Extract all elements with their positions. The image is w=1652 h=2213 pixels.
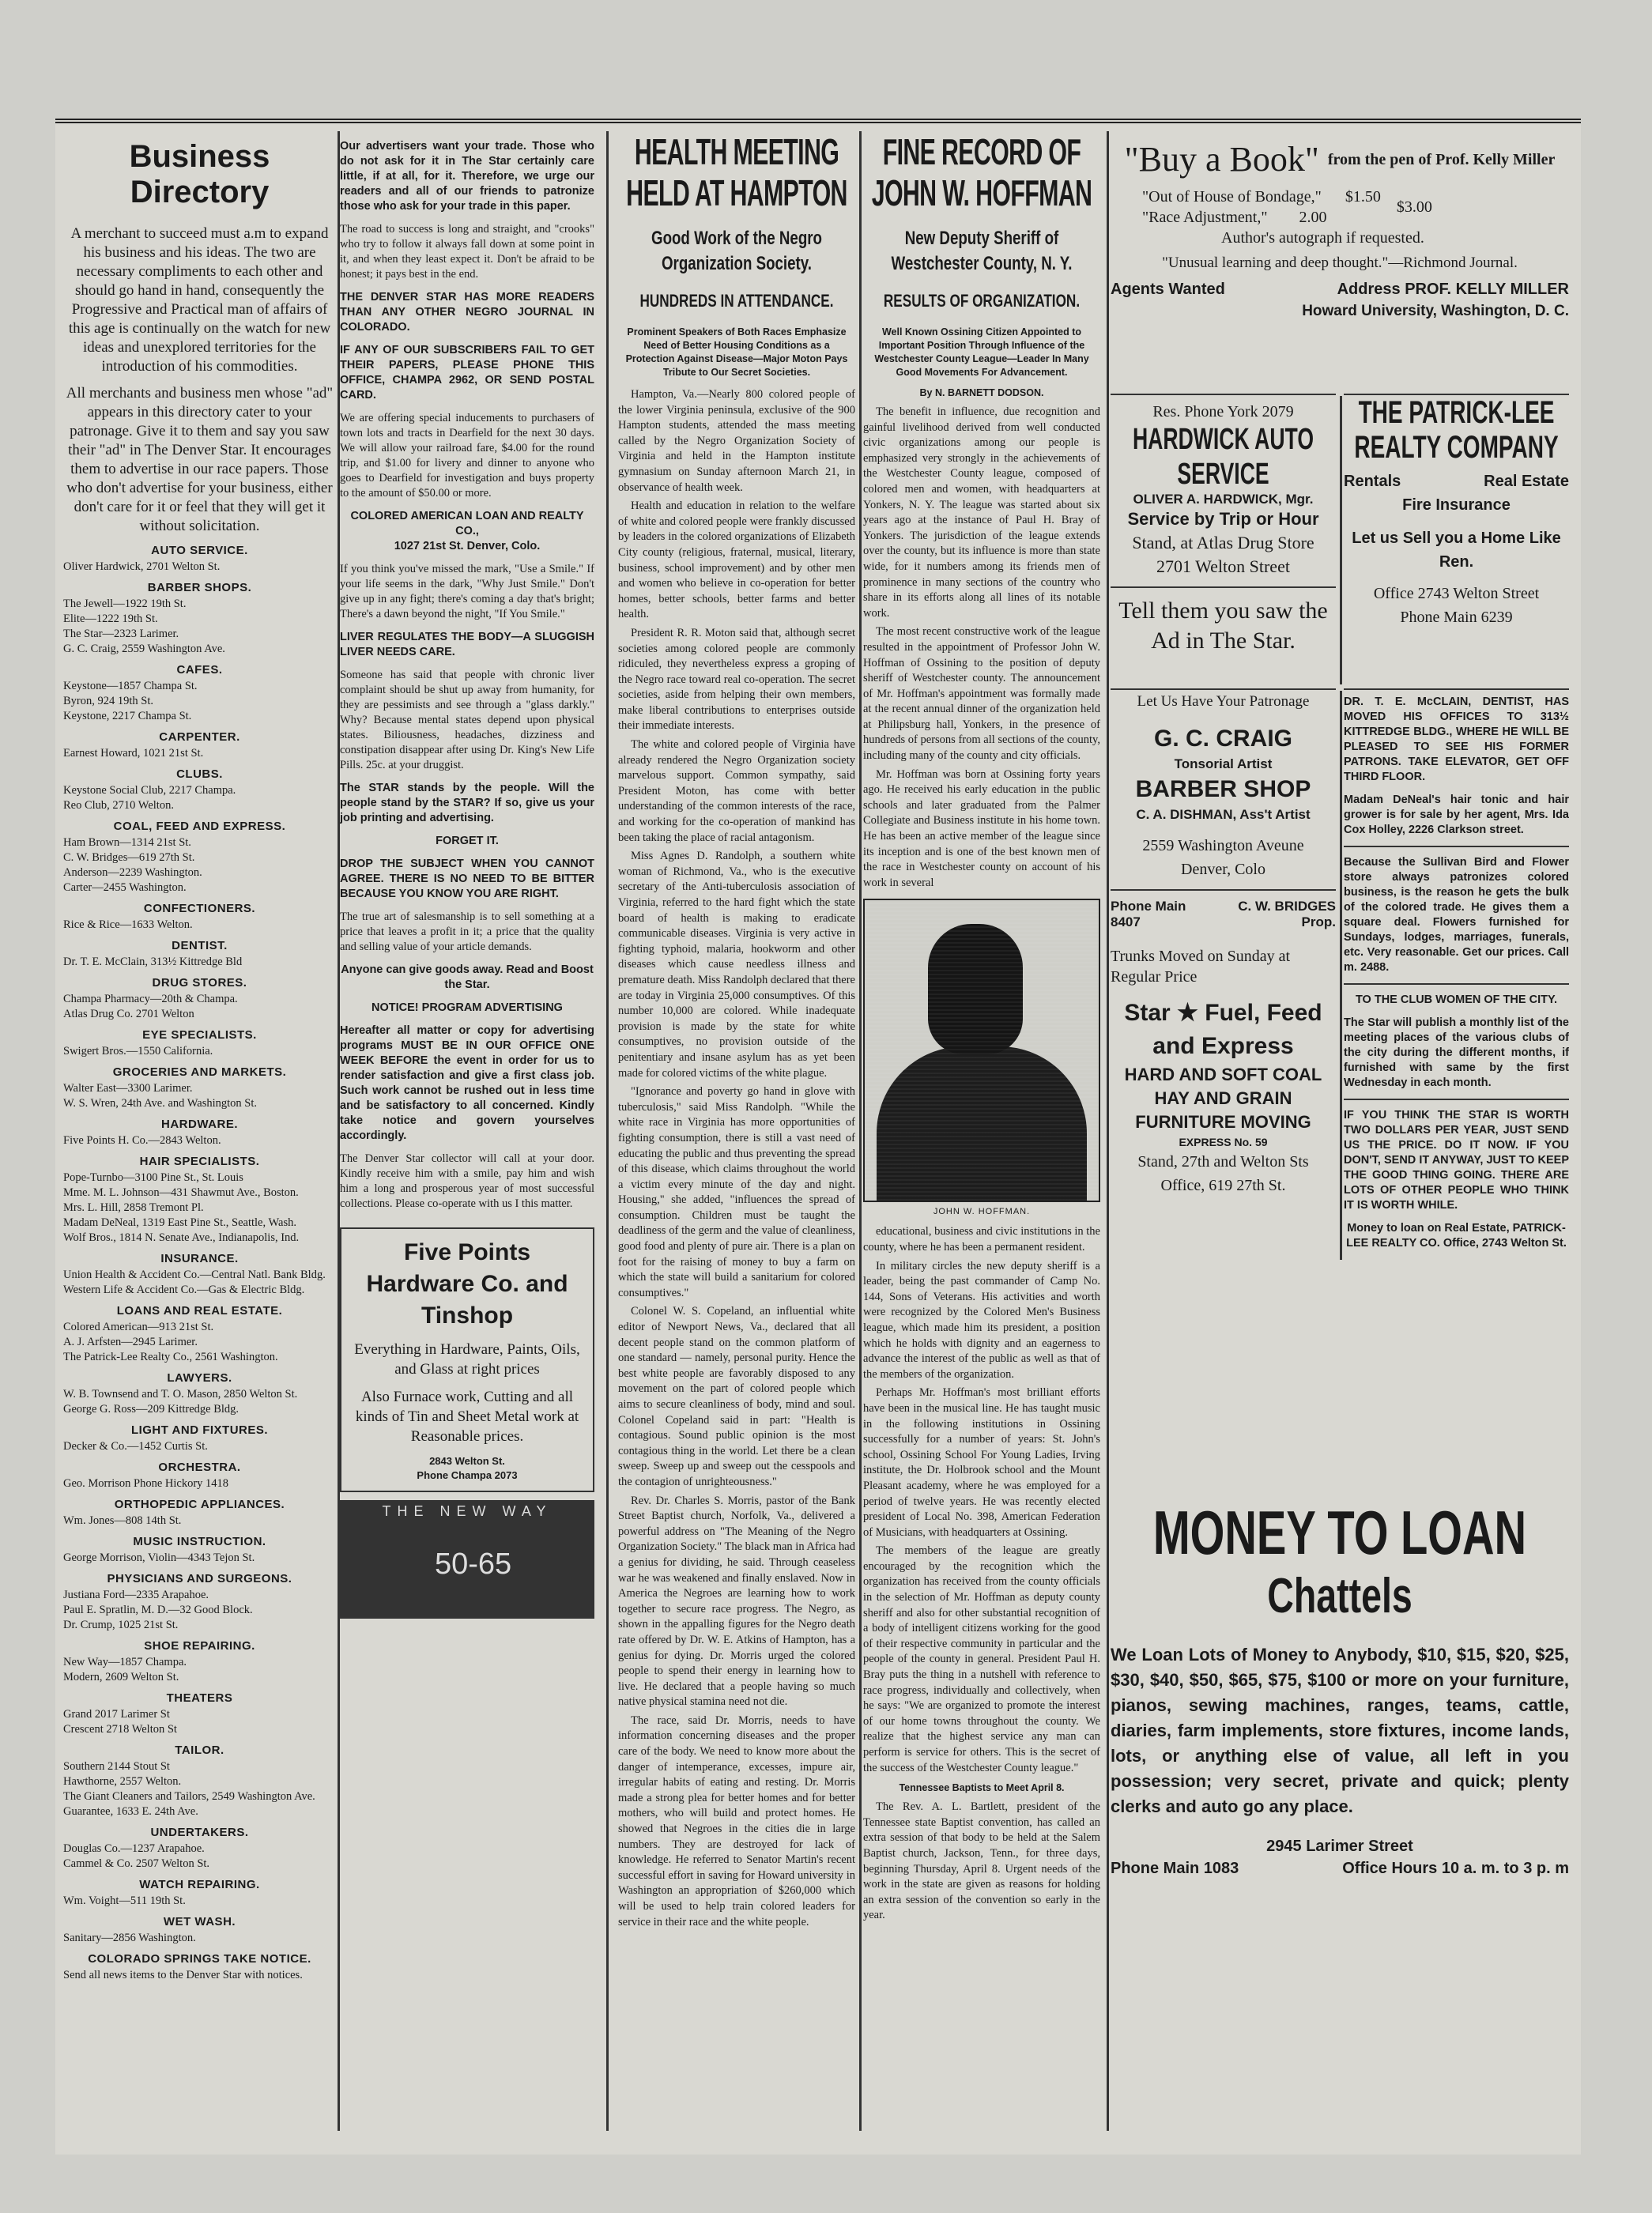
business-directory [63,131,336,2155]
right-notices [1344,688,1569,1259]
patrick-lee-sell: Let us Sell you a Home Like Ren. [1352,530,1561,571]
craig-assistant: C. A. DISHMAN, Ass't Artist [1136,807,1311,822]
book-agents: Agents Wanted [1111,281,1225,298]
hoffman-paragraph: educational, business and civic institutions in the county, where he has been a permanent resident. [863,1225,1100,1254]
directory-category: ORCHESTRA. [158,1461,241,1474]
book-ad-title-text: "Buy a Book" [1124,140,1319,179]
health-deck: Prominent Speakers of Both Races Emphasize Need of Better Housing Conditions as a Protection Against Disease—Major Moton Pays Tribute to Our Secret Societies. [625,326,848,378]
book-item-1 [1142,187,1381,207]
directory-listing: Cammel & Co. 2507 Welton St. [63,1857,210,1870]
hardware-ad-desc-2: Also Furnace work, Cutting and all kinds of Tin and Sheet Metal work at Reasonable prices. [355,1389,579,1445]
directory-category: LAWYERS. [167,1371,232,1385]
baptist-headline: Tennessee Baptists to Meet April 8. [899,1782,1065,1794]
directory-listing: Oliver Hardwick, 2701 Welton St. [63,560,221,573]
patrick-lee-rentals: Rentals [1344,473,1401,490]
directory-category: BARBER SHOPS. [147,581,252,594]
directory-listing: Grand 2017 Larimer St [63,1708,170,1721]
hoffman-headline: FINE RECORD OF JOHN W. HOFFMAN [871,131,1092,213]
directory-listing: The Jewell—1922 19th St. [63,598,187,610]
business-directory-title: Business Directory [129,139,270,209]
directory-category: TAILOR. [175,1744,224,1757]
directory-category: LOANS AND REAL ESTATE. [116,1304,283,1318]
health-paragraph: Hampton, Va.—Nearly 800 colored people of the lower Virginia peninsula, exclusive of the 900 Hampton students, attended the mass meeting called by the Negro Organization Society of Virginia and held in the Hampton institute gymnasium on Sunday afternoon March 21, in observance of health week. [618,388,855,494]
health-subhead: Good Work of the Negro Organization Society. [651,228,822,274]
directory-listing: Earnest Howard, 1021 21st St. [63,747,204,760]
bridges-stand: Stand, 27th and Welton Sts [1137,1153,1309,1171]
patrick-lee-name: THE PATRICK-LEE REALTY COMPANY [1354,395,1559,465]
notice: DROP THE SUBJECT WHEN YOU CANNOT AGREE. THERE IS NO NEED TO BE BITTER BECAUSE YOU KNOW YOU ARE RIGHT. [340,858,594,900]
deneal-notice: Madam DeNeal's hair tonic and hair grower is for sale by her agent, Mrs. Ida Cox Holley, 2226 Clarkson street. [1344,794,1569,836]
directory-listing: The Star—2323 Larimer. [63,628,179,640]
bridges-name: C. W. BRIDGES [1238,899,1336,914]
directory-listing: W. S. Wren, 24th Ave. and Washington St. [63,1097,258,1110]
directory-listing: Rice & Rice—1633 Welton. [63,918,193,931]
hoffman-paragraph: In military circles the new deputy sheriff is a leader, being the past commander of Camp No. 144, Sons of Veterans. His activities and worth were recognized by the Colored Men's Business league, which made him its president, a position which he holds with dignity and an eagerness to advance the interest of the public as well as that of the members of the organization. [863,1259,1100,1381]
hoffman-paragraph: The most recent constructive work of the league resulted in the appointment of Professor John W. Hoffman of Ossining to the position of deputy sheriff of Westchester county. The announcement of Mr. Hoffman's appointment was formally made at the recent annual dinner of the organization held at Philipsburg hall, Yonkers, in the presence of hundreds of persons from all sections of the county, including many of the county and city officials. [863,625,1100,763]
notice-heading: FORGET IT. [436,835,499,847]
directory-category: MUSIC INSTRUCTION. [133,1535,266,1548]
directory-listing: Ham Brown—1314 21st St. [63,836,191,849]
directory-listing: Send all news items to the Denver Star with notices. [63,1969,303,1981]
health-article [618,131,855,2155]
directory-listing: Guarantee, 1633 E. 24th Ave. [63,1805,198,1818]
notice: Anyone can give goods away. Read and Boost the Star. [341,963,594,991]
new-way-ad [340,1500,594,1619]
book-address: Address PROF. KELLY MILLER [1337,281,1569,298]
directory-category: ORTHOPEDIC APPLIANCES. [114,1498,285,1511]
bridges-star: Star ★ Fuel, Feed and Express [1124,1000,1322,1059]
book-university: Howard University, Washington, D. C. [1302,303,1569,319]
directory-category: LIGHT AND FIXTURES. [130,1423,269,1437]
craig-city: Denver, Colo [1181,861,1265,878]
directory-listing: Carter—2455 Washington. [63,881,187,894]
health-subhead-2: HUNDREDS IN ATTENDANCE. [639,291,834,311]
book-autograph: Author's autograph if requested. [1221,229,1424,247]
health-paragraph: The race, said Dr. Morris, needs to have information concerning diseases and the proper care of the body. We need to know more about the danger of intemperance, excesses, impure air, irregular habits of eating and resting. Dr. Morris made a strong plea for better homes and for better mothers, who will build and protect homes. He showed that Negroes in the cities die in large numbers. They are destroyed for lack of knowledge. He referred to Senator Martin's recent successful effort in saving for Howard university in Washington an appropriation of $260,000 which will be used to help train colored leaders for service in their race and the white people. [618,1713,855,1928]
directory-listing: Keystone, 2217 Champa St. [63,710,192,722]
directory-category: UNDERTAKERS. [150,1826,249,1839]
directory-listing: New Way—1857 Champa. [63,1656,187,1668]
directory-listing: Douglas Co.—1237 Arapahoe. [63,1842,205,1855]
notice-heading: NOTICE! PROGRAM ADVERTISING [372,1001,563,1014]
directory-listing: Madam DeNeal, 1319 East Pine St., Seattle, Wash. [63,1216,296,1229]
hoffman-byline: By N. BARNETT DODSON. [919,387,1044,398]
craig-shop: BARBER SHOP [1135,776,1311,802]
bridges-office: Office, 619 27th St. [1160,1177,1286,1194]
money-phone: Phone Main 1083 [1111,1860,1239,1877]
club-notice: The Star will publish a monthly list of the meeting places of the various clubs of the city during the different months, if furnished with same by the first Wednesday in each month. [1344,1016,1569,1089]
bridges-trunks: Trunks Moved on Sunday at Regular Price [1111,948,1291,986]
directory-listing: Pope-Turnbo—3100 Pine St., St. Louis [63,1171,243,1184]
craig-bridges-ads [1111,688,1336,1338]
hardware-ad-phone: Phone Champa 2073 [417,1469,518,1481]
book-item-2-title: "Race Adjustment," [1142,209,1268,226]
craig-address: 2559 Washington Aveune [1142,837,1304,854]
notice: The STAR stands by the people. Will the people stand by the STAR? If so, give us your job printing and advertising. [340,782,594,824]
notice: Our advertisers want your trade. Those who do not ask for it in The Star certainly care little, if at all, for it. Therefore, we urge our readers and all of our friends to patronize those who ask for your trade in this paper. [340,140,594,213]
book-item-1-title: "Out of House of Bondage," [1142,188,1322,205]
hardware-ad-title: Five Points Hardware Co. and Tinshop [366,1239,568,1329]
divider [1344,983,1569,985]
health-headline: HEALTH MEETING HELD AT HAMPTON [626,131,847,213]
directory-category: DENTIST. [172,939,228,952]
money-title: MONEY TO LOAN [1152,1499,1527,1567]
book-total: $3.00 [1396,198,1432,216]
hoffman-article [863,131,1100,2155]
directory-listing: George G. Ross—209 Kittredge Bldg. [63,1403,240,1416]
directory-category: GROCERIES AND MARKETS. [112,1065,287,1079]
directory-listing: C. W. Bridges—619 27th St. [63,851,195,864]
health-paragraph: The white and colored people of Virginia have already rendered the Negro Organization society marvelous support. Common sympathy, said President Moton, has come with better understanding of the common interests of the race, and working for the co-operation of mankind has been taking the place of racial antagonism. [618,738,855,844]
notice-heading: LIVER REGULATES THE BODY—A SLUGGISH LIVER NEEDS CARE. [340,631,594,658]
directory-listing: Crescent 2718 Welton St [63,1723,177,1736]
divider [1111,889,1336,891]
notice: Someone has said that people with chronic liver complaint should be shut up away from humanity, for they are pessimists and see through a "glass darkly." Why? Because mental states depend upon physical states. Biliousness, headaches, dizziness and constipation disappear after using Dr. King's New Life Pills. 25c. at your druggist. [340,669,594,771]
book-item-2-price: 2.00 [1299,209,1327,226]
notice: We are offering special inducements to purchasers of town lots and tracts in Dearfield for the next 30 days. We will allow your railroad fare, $4.00 for the round trip, and $1.00 for livery and dinner to anyone who goes to Dearfield for investigation and buys property to the amount of $50.00 or more. [340,412,594,500]
directory-intro-2: All merchants and business men whose "ad" appears in this directory cater to your patronage. Give it to them and say you saw their "ad" in The Denver Star. It encourages them to advertise in our race papers. Those who don't advertise for your business, either don't care for it or feel that they will get it without solicitation. [66,385,334,534]
directory-listing: Anderson—2239 Washington. [63,866,202,879]
directory-category: CONFECTIONERS. [143,902,256,915]
directory-listing: Swigert Bros.—1550 California. [63,1045,213,1057]
column-rule [1340,396,1342,684]
directory-category: WET WASH. [163,1915,236,1928]
hardwick-stand: Stand, at Atlas Drug Store [1132,533,1314,552]
directory-listing: Dr. Crump, 1025 21st St. [63,1619,179,1631]
directory-listing: Byron, 924 19th St. [63,695,153,707]
directory-category: COAL, FEED AND EXPRESS. [113,820,286,833]
directory-listing: Decker & Co.—1452 Curtis St. [63,1440,208,1453]
money-body: We Loan Lots of Money to Anybody, $10, $15, $20, $25, $30, $40, $50, $65, $75, $100 or more on your furniture, pianos, sewing machines, ranges, teams, cattle, diaries, farm implements, store fixtures, income lands, lots, or anything else of value, all left in you possession; very secret, private and quick; plenty clerks and auto go any place. [1111,1645,1569,1816]
dentist-notice: DR. T. E. McCLAIN, DENTIST, HAS MOVED HIS OFFICES TO 313½ KITTREDGE BLDG., WHERE HE WILL BE PLEASED TO SEE HIS FORMER PATRONS. TAKE ELEVATOR, GET OFF THIRD FLOOR. [1344,696,1569,783]
hoffman-portrait [863,899,1100,1202]
directory-listing: Union Health & Accident Co.—Central Natl. Bank Bldg. [63,1269,326,1281]
directory-category: DRUG STORES. [152,976,247,990]
directory-category: HARDWARE. [161,1118,238,1131]
divider [1344,846,1569,847]
health-paragraph: Miss Agnes D. Randolph, a southern white woman of Richmond, Va., who is the executive secretary of the Anti-tuberculosis association of Virginia, referred to the hard fight which the state board of health is making to eradicate communicable diseases. Virginia is very active in fighting typhoid, malaria, hookworm and other diseases which cause needless illness and premature death. Miss Randolph declared that there are today in Virginia 25,000 consumptives. Of this number 10,000 are colored. While inadequate provision is made by the state for white consumptives, no provision outside of the penitentiary and insane asylum has as yet been made for colored victims of the white plague. [618,850,855,1080]
book-ad [1111,131,1569,400]
column-rule [1107,131,1109,2131]
money-street: 2945 Larimer Street [1266,1838,1413,1855]
money-chattels: Chattels [1267,1569,1412,1623]
money-footer [1111,1857,1569,1879]
directory-listing: Sanitary—2856 Washington. [63,1932,196,1944]
directory-listing: Modern, 2609 Welton St. [63,1671,179,1683]
patrick-lee-real-estate: Real Estate [1484,473,1569,490]
book-item-1-price: $1.50 [1345,188,1381,205]
divider [1344,1099,1569,1100]
new-way-label: THE NEW WAY [382,1503,553,1519]
hardware-ad-desc: Everything in Hardware, Paints, Oils, and Glass at right prices [354,1341,580,1378]
directory-listing: Keystone—1857 Champa St. [63,680,198,692]
patrick-lee-fire: Fire Insurance [1402,496,1511,514]
directory-listing: W. B. Townsend and T. O. Mason, 2850 Welton St. [63,1388,298,1401]
directory-listing: Mme. M. L. Johnson—431 Shawmut Ave., Boston. [63,1186,299,1199]
notice: The Denver Star collector will call at your door. Kindly receive him with a smile, pay him and wish him a long and prosperous year of most successful collections. Please co-operate with us I this matter. [340,1152,594,1210]
directory-listing: Atlas Drug Co. 2701 Welton [63,1008,194,1020]
club-notice-heading: TO THE CLUB WOMEN OF THE CITY. [1355,993,1558,1006]
directory-listing: Dr. T. E. McClain, 313½ Kittredge Bld [63,956,243,968]
hoffman-body [863,405,1100,891]
bridges-prop: Prop. [1301,914,1336,929]
book-items-list [1111,187,1381,228]
notices-column [340,131,594,2155]
divider [1111,586,1336,588]
book-items [1111,187,1569,228]
notice-signature: COLORED AMERICAN LOAN AND REALTY CO., [350,510,584,537]
directory-category: THEATERS [166,1691,233,1705]
bridges-coal: HARD AND SOFT COAL [1124,1065,1322,1084]
directory-listing: The Patrick-Lee Realty Co., 2561 Washington. [63,1351,278,1363]
patrick-lee-ad [1344,394,1569,688]
portrait-texture [865,900,1099,1201]
directory-listing: The Giant Cleaners and Tailors, 2549 Washington Ave. [63,1790,315,1803]
hoffman-subhead: New Deputy Sheriff of Westchester County, N. Y. [891,228,1073,274]
book-item-2 [1142,207,1381,228]
health-paragraph: "Ignorance and poverty go hand in glove with tuberculosis," said Miss Randolph. "While the white race in Virginia has more opportunities of fighting consumption, there is still a vast need of educating the public and thus preventing the spread of this disease, which claims throughout the world a victim every minute of the day and night. Housing," she added, "influences the spread of consumption. Children must be taught the deadliness of the germ and the value of cleanliness, good food and plenty of pure air. There is a plan on foot for the raising of money to buy a farm on which the state will build a sanitarium for colored consumptives." [618,1085,855,1299]
hardwick-address: 2701 Welton Street [1156,556,1290,576]
directory-listing: Justiana Ford—2335 Arapahoe. [63,1589,209,1601]
hardwick-name: HARDWICK AUTO SERVICE [1132,423,1314,491]
sullivan-notice: Because the Sullivan Bird and Flower store always patronizes colored business, is the reason he gets the bulk of the colored trade. He gives them a square deal. Flowers furnished for Sundays, lodges, marriages, funerals, etc. Very reasonable. Get our prices. Call m. 2488. [1344,856,1569,974]
hoffman-deck: Well Known Ossining Citizen Appointed to Important Position Through Influence of the Westchester County League—Leader In Many Good Movements For Advancement. [874,326,1089,378]
health-paragraph: Colonel W. S. Copeland, an influential white editor of Newport News, Va., declared that all decent people stand on the common platform of one standard — namely, personal purity. Hence the best white people are favorably disposed to any movement on the part of colored people which aims to secure cleanliness of body, mind and soul. Colonel Copeland said in part: "Health is contagious. Sound public opinion is the most contagious thing in the world. Let there be a clean sweep. Sweep up and sweep out the cesspools and the contagion of unrighteousness." [618,1305,855,1488]
baptist-body: The Rev. A. L. Bartlett, president of the Tennessee state Baptist convention, has called an extra session of that body to be held at the Salem Baptist church, Jackson, Tenn., for three days, beginning Thursday, April 8. Urgent needs of the work in the state are given as reasons for holding an extra session of the convention so early in the year. [863,1800,1100,1922]
directory-listing: Hawthorne, 2557 Welton. [63,1775,182,1788]
patrick-lee-phone: Phone Main 6239 [1400,609,1513,626]
hoffman-paragraph: The members of the league are greatly encouraged by the recognition which the organization has received from the county officials in the selection of Mr. Hoffman as deputy county sheriff and also for other substantial recognition of a body of intelligent citizens working for the good of their respective community in particular and the people of the county in general. President Paul H. Bray puts the thing in a nutshell with reference to race progress, individually and collectively, when he says: "We are organized to promote the interest of our home towns throughout the county. We realize that the highest service any man can perform is service for others. This is the secret of the success of the Westchester County league." [863,1544,1100,1774]
hardware-ad-address: 2843 Welton St. [429,1455,505,1467]
directory-category: SHOE REPAIRING. [144,1639,255,1653]
bridges-phone-number: 8407 [1111,914,1141,929]
directory-category: COLORADO SPRINGS TAKE NOTICE. [88,1952,311,1966]
health-paragraph: Health and education in relation to the welfare of white and colored people were frankly discussed by leaders in the colored organizations of Elizabeth City county (religious, fraternal, musical, literary, business, school improvement) and by other men and women who believe in co-operation for better homes, better schools, better farms and better health. [618,500,855,621]
notice-poem: If you think you've missed the mark, "Use a Smile." If your life seems in the dark, "Why Just Smile." Don't give up in any fight; there's coming a day that's bright; There's a dawn beyond the night, "If You Smile." [340,563,594,620]
directory-listing: Wm. Jones—808 14th St. [63,1514,182,1527]
new-way-price: 50-65 [435,1548,512,1581]
craig-name: G. C. CRAIG [1153,726,1292,752]
loan-notice: Money to loan on Real Estate, PATRICK-LEE REALTY CO. Office, 2743 Welton St. [1346,1222,1567,1250]
directory-category: CAFES. [176,663,223,677]
portrait-caption: JOHN W. HOFFMAN. [933,1207,1031,1217]
directory-category: CLUBS. [176,767,223,781]
notice-address: 1027 21st St. Denver, Colo. [394,540,541,552]
bridges-header [1111,899,1336,914]
health-paragraph: Rev. Dr. Charles S. Morris, pastor of the Bank Street Baptist church, Norfolk, Va., delivered a powerful address on "The Meaning of the Negro Organization Society." The black man in Africa had a genius for dividing, he said. Through ceaseless war he was weakened and finally enslaved. Now in America the Negroes are learning how to work together to secure race progress. The Negro, as shown in the appalling figures for the Negro death rate offered by Dr. W. E. Atkins of Hampton, has a genius for dying. Dr. Morris urged the colored people to spend their energy in learning how to live. He declared that a people having so much native physical stamina need not die. [618,1494,855,1709]
notice: Hereafter all matter or copy for advertising programs MUST BE IN OUR OFFICE ONE WEEK BEFORE the event in order for us to render satisfaction and give a first class job. Such work cannot be rushed out in less time and be satisfactory to all concerned. Kindly take notice and govern yourselves accordingly. [340,1024,594,1142]
column-rule [859,131,862,2131]
bridges-hay: HAY AND GRAIN [1154,1088,1292,1108]
directory-listing: Southern 2144 Stout St [63,1760,170,1773]
hoffman-body-continued [863,1224,1100,1776]
bridges-header-2 [1111,914,1336,930]
directory-listing: George Morrison, Violin—4343 Tejon St. [63,1551,255,1564]
price-notice: IF YOU THINK THE STAR IS WORTH TWO DOLLARS PER YEAR, JUST SEND US THE PRICE. DO IT NOW. IF YOU DON'T, SEND IT ANYWAY, JUST TO KEEP THE GOOD THING GOING. THERE ARE LOTS OF OTHER PEOPLE WHO THINK IT IS WORTH WHILE. [1344,1109,1569,1212]
hoffman-paragraph: Mr. Hoffman was born at Ossining forty years ago. He received his early education in the public schools and later graduated from the Palmer Collegiate and Business institute in his home town. He has been an active member of the league since its inception and is one of the best known men of the race in Westchester county on account of his work in several [863,767,1100,889]
directory-category: WATCH REPAIRING. [139,1878,260,1891]
hardwick-manager: OLIVER A. HARDWICK, Mgr. [1133,492,1314,507]
bridges-phone-label: Phone Main [1111,899,1186,914]
book-ad-from: from the pen of Prof. Kelly Miller [1327,151,1556,168]
patrick-lee-ad-inner [1344,395,1569,629]
directory-listing: Mrs. L. Hill, 2858 Tremont Pl. [63,1201,204,1214]
directory-category: PHYSICIANS AND SURGEONS. [107,1572,292,1585]
craig-artist: Tonsorial Artist [1174,756,1273,771]
notice: IF ANY OF OUR SUBSCRIBERS FAIL TO GET THEIR PAPERS, PLEASE PHONE THIS OFFICE, CHAMPA 2962, OR SEND POSTAL CARD. [340,344,594,402]
craig-ad [1111,690,1336,881]
directory-category: AUTO SERVICE. [151,544,248,557]
newspaper-page [55,119,1581,2155]
directory-listing: Wolf Bros., 1814 N. Senate Ave., Indianapolis, Ind. [63,1231,300,1244]
health-body [618,387,855,1930]
notice: The true art of salesmanship is to sell something at a price that leaves a profit in it; a price that the quality and selling value of your article demands. [340,910,594,953]
directory-listing: Wm. Voight—511 19th St. [63,1894,186,1907]
hoffman-subhead-2: RESULTS OF ORGANIZATION. [883,291,1081,311]
directory-listing: Reo Club, 2710 Welton. [63,799,174,812]
bridges-express: EXPRESS No. 59 [1179,1136,1268,1148]
bridges-ad [1111,899,1336,1197]
book-agent-row [1111,278,1569,300]
hoffman-paragraph: Perhaps Mr. Hoffman's most brilliant efforts have been in the musical line. He has taught music in the following institutions in Ossining successfully for a number of years: St. John's school, Ossining School For Young Ladies, Irving institute, the Dr. Holbrook school and the Mount Pleasant academy, where he was employed for a period of twelve years. He was recently elected president of Local No. 398, American Federation of Musicians, with headquarters at Ossining. [863,1386,1100,1539]
money-hours: Office Hours 10 a. m. to 3 p. m [1342,1860,1569,1877]
hardwick-ad-inner [1111,402,1336,656]
column-rule [606,131,609,2131]
directory-listing: Paul E. Spratlin, M. D.—32 Good Block. [63,1604,253,1616]
notice: The road to success is long and straight, and "crooks" who try to follow it always fall down at some point in it, and when they least expect it. Don't be afraid to be honest; it pays best in the end. [340,223,594,281]
directory-category: INSURANCE. [160,1252,239,1265]
bridges-furniture: FURNITURE MOVING [1135,1112,1311,1132]
notice: THE DENVER STAR HAS MORE READERS THAN ANY OTHER NEGRO JOURNAL IN COLORADO. [340,291,594,334]
health-paragraph: President R. R. Moton said that, although secret societies among colored people are commonly ridiculed, they nevertheless express a groping of the Negro race toward real co-operation. The secret societies, aside from helping their own members, make liberal contributions to enterprises outside their immediate interests. [618,626,855,733]
directory-listing: Five Points H. Co.—2843 Welton. [63,1134,221,1147]
directory-intro: A merchant to succeed must a.m to expand his business and his ideas. The two are necessary compliments to each other and should go hand in hand, consequently the Progressive and Practical man of affairs of this age is continually on the watch for new ideas and unexplored territories for the introduction of his commodities. [68,225,331,375]
directory-listing: G. C. Craig, 2559 Washington Ave. [63,643,225,655]
directory-listing: Keystone Social Club, 2217 Champa. [63,784,236,797]
hardwick-phone: Res. Phone York 2079 [1152,403,1294,420]
directory-listing: Western Life & Accident Co.—Gas & Electric Bldg. [63,1284,305,1296]
directory-category: CARPENTER. [159,730,240,744]
directory-category: EYE SPECIALISTS. [142,1028,257,1042]
money-to-loan-ad [1111,1499,1569,2052]
directory-listings [63,544,336,1983]
directory-listing: Walter East—3300 Larimer. [63,1082,193,1095]
book-ad-title [1111,139,1569,180]
directory-listing: Champa Pharmacy—20th & Champa. [63,993,238,1005]
directory-listing: Geo. Morrison Phone Hickory 1418 [63,1477,229,1490]
directory-category: HAIR SPECIALISTS. [139,1155,260,1168]
hardware-ad [340,1227,594,1492]
hardwick-ad [1111,394,1336,688]
craig-patronage: Let Us Have Your Patronage [1137,693,1310,710]
hardwick-tell: Tell them you saw the Ad in The Star. [1118,598,1328,654]
patrick-lee-office: Office 2743 Welton Street [1373,585,1540,602]
directory-listing: A. J. Arfsten—2945 Larimer. [63,1336,198,1348]
hoffman-paragraph: The benefit in influence, due recognition and gainful livelihood derived from well conducted civic organizations among our people is emphasized very strongly in the achievements of the Westchester County league, composed of colored men and women, with headquarters at Yonkers, N. Y. The league was started about six years ago at the instance of Paul H. Bray of Yonkers. The jurisdiction of the league extends over the county, but its influence is more than state wide, for it numbers among its friends men of prominence in many sections of the country who share in its efforts along all lines of its notable work. [863,405,1100,620]
directory-listing: Colored American—913 21st St. [63,1321,214,1333]
patrick-lee-services [1344,469,1569,493]
directory-listing: Elite—1222 19th St. [63,613,158,625]
book-quote: "Unusual learning and deep thought."—Richmond Journal. [1162,254,1518,271]
hardwick-service: Service by Trip or Hour [1127,509,1319,529]
column-rule [1340,691,1342,1260]
